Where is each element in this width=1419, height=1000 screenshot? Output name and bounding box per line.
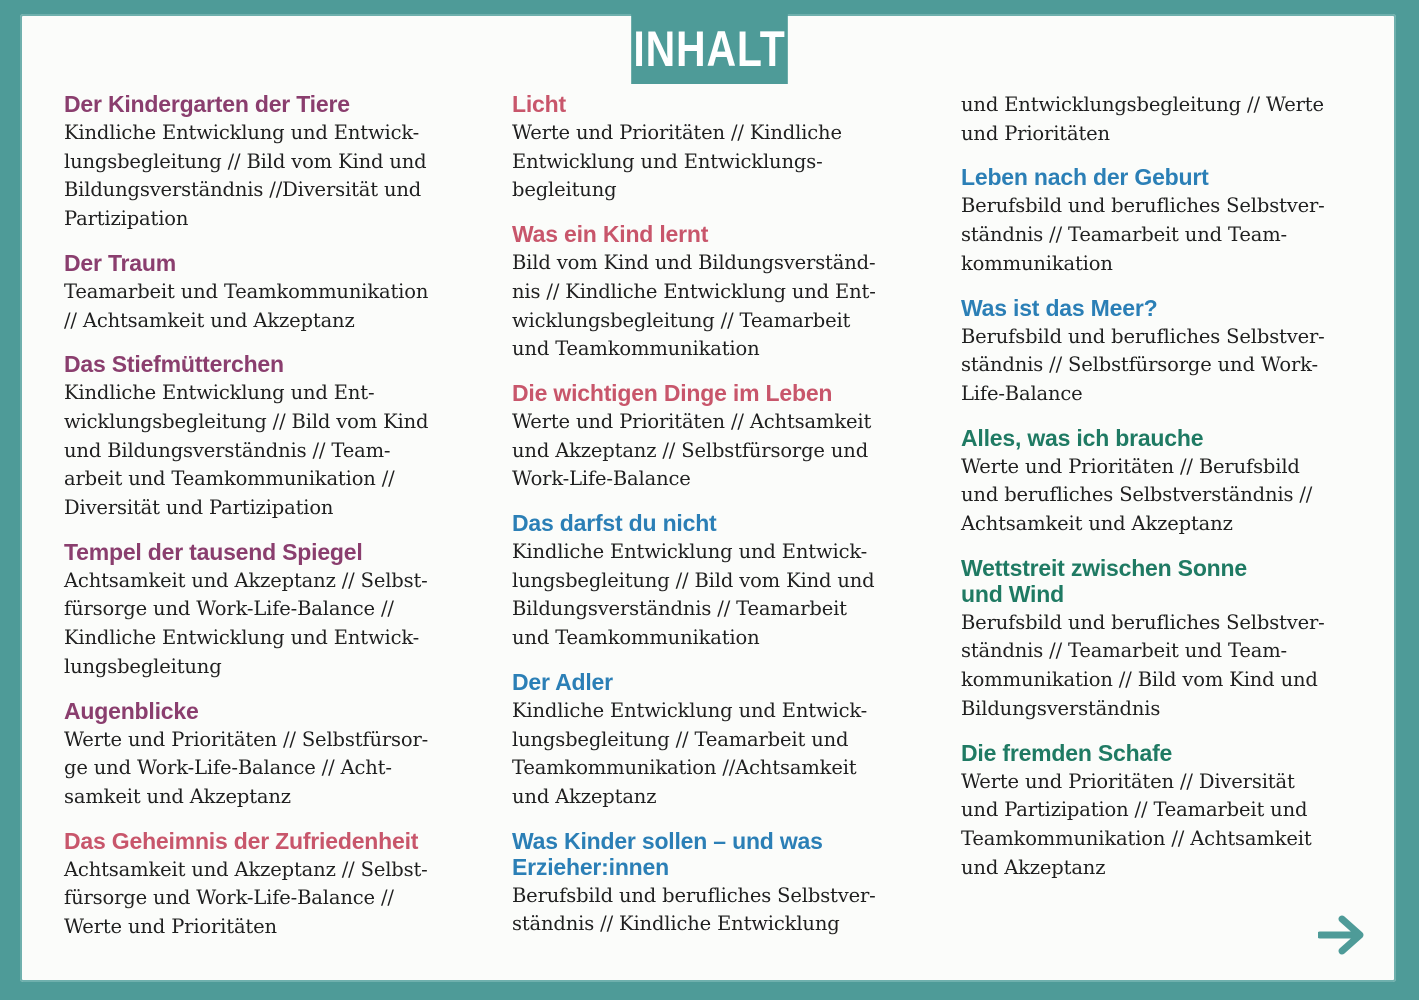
page-title: INHALT <box>631 14 788 84</box>
toc-entry[interactable] <box>512 380 932 494</box>
toc-entry-tags: Berufsbild und berufliches Selbstver- ständnis // Kindliche Entwicklung <box>512 883 876 936</box>
toc-entry-tags: Kindliche Entwicklung und Entwick- lungsbegleitung // Bild vom Kind und Bildungsverständnis // Teamarbeit und Teamkommunikation <box>512 540 875 650</box>
toc-column-1 <box>64 91 484 942</box>
toc-entry[interactable] <box>64 91 484 234</box>
toc-entry[interactable] <box>64 351 484 523</box>
toc-entry-tags: Werte und Prioritäten // Diversität und Partizipation // Teamarbeit und Teamkommunikation // Achtsamkeit und Akzeptanz <box>961 769 1312 879</box>
toc-entry-tags: Achtsamkeit und Akzeptanz // Selbst- fürsorge und Work-Life-Balance // Werte und Prioritäten <box>64 857 428 939</box>
toc-entry-tags: Achtsamkeit und Akzeptanz // Selbst- fürsorge und Work-Life-Balance // Kindliche Entwicklung und Entwick- lungsbegleitung <box>64 568 428 678</box>
toc-entry[interactable] <box>961 740 1381 883</box>
toc-entry-heading[interactable]: Der Adler <box>512 668 613 695</box>
toc-entry-tags: Berufsbild und berufliches Selbstver- ständnis // Teamarbeit und Team- kommunikation // Bild vom Kind und Bildungsverständnis <box>961 610 1325 720</box>
toc-entry-tags: Berufsbild und berufliches Selbstver- ständnis // Selbstfürsorge und Work- Life-Balance <box>961 324 1325 405</box>
toc-entry-heading[interactable]: Was ein Kind lernt <box>512 221 709 248</box>
toc-entry[interactable] <box>512 510 932 653</box>
toc-entry[interactable] <box>961 425 1381 539</box>
toc-entry-tags: Kindliche Entwicklung und Entwick- lungsbegleitung // Teamarbeit und Teamkommunikation //Achtsamkeit und Akzeptanz <box>512 698 868 808</box>
toc-entry[interactable] <box>961 164 1381 278</box>
toc-entry-tags: Werte und Prioritäten // Kindliche Entwicklung und Entwicklungs- begleitung <box>512 121 842 202</box>
toc-entry-heading[interactable]: Alles, was ich brauche <box>961 424 1204 451</box>
toc-column-3 <box>961 91 1381 882</box>
toc-entry-heading[interactable]: Das Stiefmütterchen <box>64 351 284 378</box>
toc-entry-tags: Kindliche Entwicklung und Entwick- lungsbegleitung // Bild vom Kind und Bildungsverständnis //Diversität und Partizipation <box>64 121 427 231</box>
toc-entry[interactable] <box>64 698 484 812</box>
toc-entry-heading[interactable]: Was ist das Meer? <box>961 294 1158 321</box>
toc-entry-heading[interactable]: Licht <box>512 91 566 117</box>
toc-entry-heading[interactable]: Leben nach der Geburt <box>961 164 1209 191</box>
toc-entry-heading[interactable]: Der Kindergarten der Tiere <box>64 91 350 117</box>
toc-entry-heading[interactable]: Was Kinder sollen – und was Erzieher:innen <box>512 827 823 880</box>
toc-entry-tags: Werte und Prioritäten // Selbstfürsor- ge und Work-Life-Balance // Acht- samkeit und Akzeptanz <box>64 727 429 808</box>
toc-entry-heading[interactable]: Wettstreit zwischen Sonne und Wind <box>961 554 1247 607</box>
toc-entry[interactable] <box>512 91 932 205</box>
toc-entry-tags: Berufsbild und berufliches Selbstver- ständnis // Teamarbeit und Team- kommunikation <box>961 194 1325 275</box>
toc-entry[interactable] <box>64 250 484 335</box>
toc-entry-heading[interactable]: Tempel der tausend Spiegel <box>64 538 363 565</box>
toc-entry-heading[interactable]: Der Traum <box>64 249 176 276</box>
toc-entry-tags: Kindliche Entwicklung und Ent- wicklungsbegleitung // Bild vom Kind und Bildungsverständnis // Team- arbeit und Teamkommunikation // Diversität und Partizipation <box>64 381 429 520</box>
toc-entry[interactable] <box>512 669 932 812</box>
toc-entry[interactable] <box>512 828 932 939</box>
toc-entry-tags: Werte und Prioritäten // Berufsbild und berufliches Selbstverständnis // Achtsamkeit und Akzeptanz <box>961 454 1313 536</box>
toc-entry-tags: Werte und Prioritäten // Achtsamkeit und Akzeptanz // Selbstfürsorge und Work-Life-Balance <box>512 409 872 491</box>
toc-entry[interactable] <box>64 539 484 682</box>
toc-entry[interactable] <box>961 295 1381 409</box>
arrow-right-icon[interactable] <box>1318 914 1366 956</box>
toc-entry-heading[interactable]: Die wichtigen Dinge im Leben <box>512 379 833 406</box>
toc-entry-heading[interactable]: Das Geheimnis der Zufriedenheit <box>64 827 419 854</box>
toc-entry-heading[interactable]: Die fremden Schafe <box>961 739 1173 766</box>
toc-entry[interactable] <box>961 555 1381 724</box>
toc-entry-tags: Teamarbeit und Teamkommunikation // Achtsamkeit und Akzeptanz <box>64 279 429 332</box>
toc-entry-continued <box>961 91 1381 148</box>
toc-entry-heading[interactable]: Augenblicke <box>64 697 199 724</box>
toc-entry[interactable] <box>64 828 484 942</box>
toc-entry-heading[interactable]: Das darfst du nicht <box>512 510 717 537</box>
toc-entry-tags: und Entwicklungsbegleitung // Werte und Prioritäten <box>961 93 1324 145</box>
toc-entry[interactable] <box>512 221 932 364</box>
toc-column-2 <box>512 91 932 939</box>
toc-entry-tags: Bild vom Kind und Bildungsverständ- nis // Kindliche Entwicklung und Ent- wicklungsbegleitung // Teamarbeit und Teamkommunikation <box>512 251 876 361</box>
